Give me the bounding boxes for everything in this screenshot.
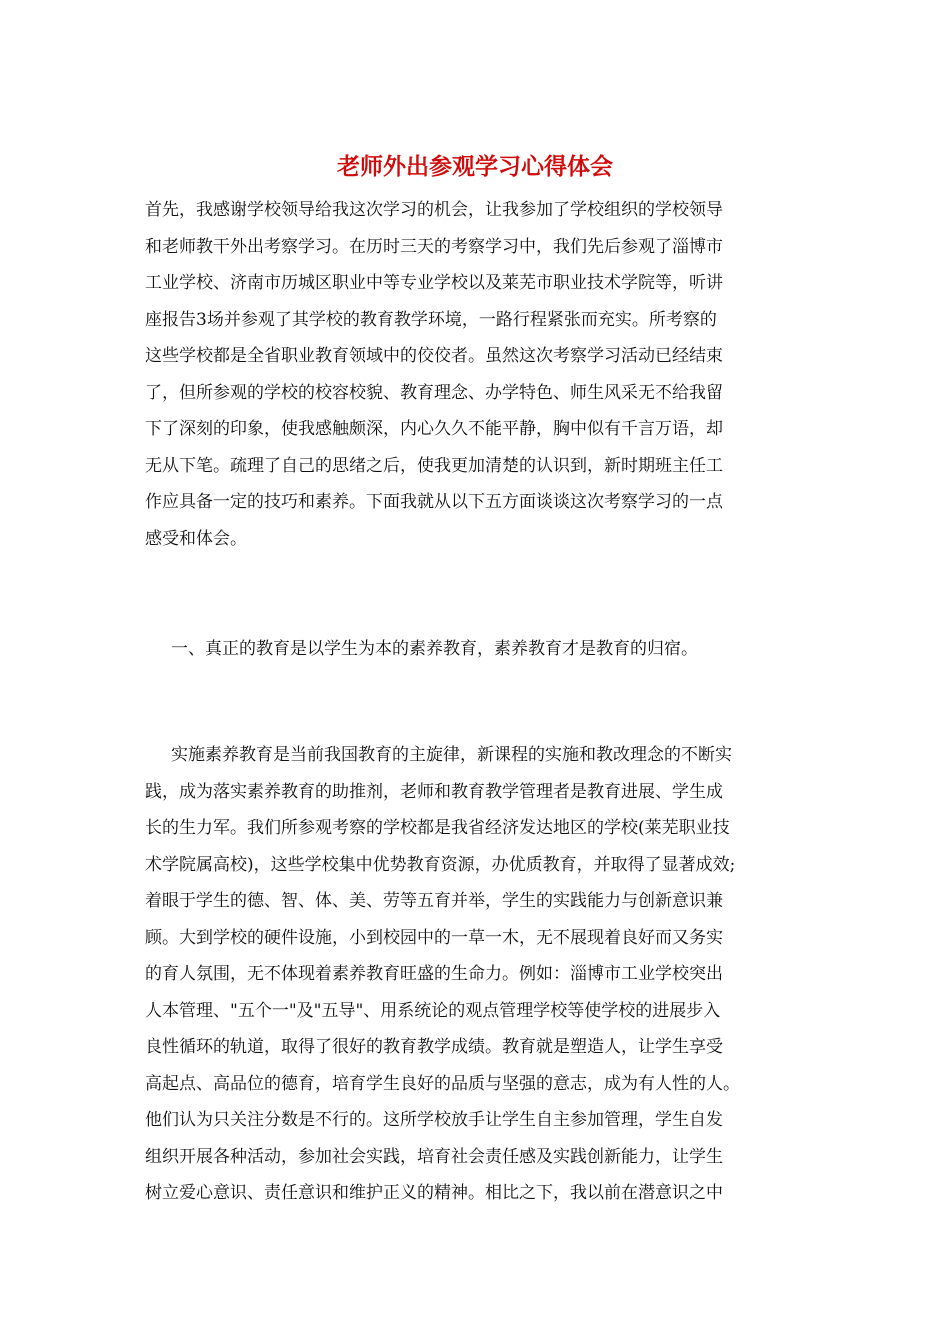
paragraph-line: 感受和体会。 bbox=[145, 528, 247, 549]
paragraph-line: 工业学校、济南市历城区职业中等专业学校以及莱芜市职业技术学院等，听讲 bbox=[145, 273, 723, 293]
paragraph-line: 下了深刻的印象，使我感触颇深，内心久久不能平静，胸中似有千言万语，却 bbox=[145, 419, 723, 439]
paragraph-line: 术学院属高校)，这些学校集中优势教育资源，办优质教育，并取得了显著成效; bbox=[145, 854, 736, 875]
paragraph-line: 首先，我感谢学校领导给我这次学习的机会，让我参加了学校组织的学校领导 bbox=[145, 200, 723, 220]
paragraph-line: 良性循环的轨道，取得了很好的教育教学成绩。教育就是塑造人，让学生享受 bbox=[145, 1037, 723, 1057]
paragraph-line: 树立爱心意识、责任意识和维护正义的精神。相比之下，我以前在潜意识之中 bbox=[145, 1183, 723, 1203]
paragraph-line: 顾。大到学校的硬件设施，小到校园中的一草一木，无不展现着良好而又务实 bbox=[145, 927, 723, 948]
paragraph-line: 高起点、高品位的德育，培育学生良好的品质与坚强的意志，成为有人性的人。 bbox=[145, 1073, 740, 1094]
paragraph-line: 长的生力军。我们所参观考察的学校都是我省经济发达地区的学校(莱芜职业技 bbox=[145, 818, 730, 838]
paragraph-line: 了，但所参观的学校的校容校貌、教育理念、办学特色、师生风采无不给我留 bbox=[145, 382, 723, 403]
paragraph-line: 这些学校都是全省职业教育领域中的佼佼者。虽然这次考察学习活动已经结束 bbox=[145, 346, 723, 366]
paragraph-line: 实施素养教育是当前我国教育的主旋律，新课程的实施和教改理念的不断实 bbox=[171, 745, 732, 765]
intro-paragraph bbox=[145, 192, 805, 557]
paragraph-line: 组织开展各种活动，参加社会实践，培育社会责任感及实践创新能力，让学生 bbox=[145, 1146, 723, 1167]
paragraph-line: 践，成为落实素养教育的助推剂，老师和教育教学管理者是教育进展、学生成 bbox=[145, 781, 723, 802]
body-paragraph bbox=[145, 737, 805, 1212]
section-heading bbox=[145, 631, 805, 668]
section-heading-text: 一、真正的教育是以学生为本的素养教育，素养教育才是教育的归宿。 bbox=[171, 639, 698, 659]
paragraph-line: 无从下笔。疏理了自己的思绪之后，使我更加清楚的认识到，新时期班主任工 bbox=[145, 455, 723, 476]
paragraph-line: 他们认为只关注分数是不行的。这所学校放手让学生自主参加管理，学生自发 bbox=[145, 1110, 723, 1130]
paragraph-line: 座报告3场并参观了其学校的教育教学环境，一路行程紧张而充实。所考察的 bbox=[145, 309, 717, 330]
paragraph-line: 人本管理、"五个一"及"五导"、用系统论的观点管理学校等使学校的进展步入 bbox=[145, 1000, 721, 1021]
paragraph-line: 着眼于学生的德、智、体、美、劳等五育并举，学生的实践能力与创新意识兼 bbox=[145, 891, 723, 911]
document-title: 老师外出参观学习心得体会 bbox=[337, 153, 613, 180]
paragraph-line: 的育人氛围，无不体现着素养教育旺盛的生命力。例如：淄博市工业学校突出 bbox=[145, 964, 723, 984]
paragraph-line: 和老师教干外出考察学习。在历时三天的考察学习中，我们先后参观了淄博市 bbox=[145, 236, 723, 257]
paragraph-line: 作应具备一定的技巧和素养。下面我就从以下五方面谈谈这次考察学习的一点 bbox=[145, 492, 723, 512]
